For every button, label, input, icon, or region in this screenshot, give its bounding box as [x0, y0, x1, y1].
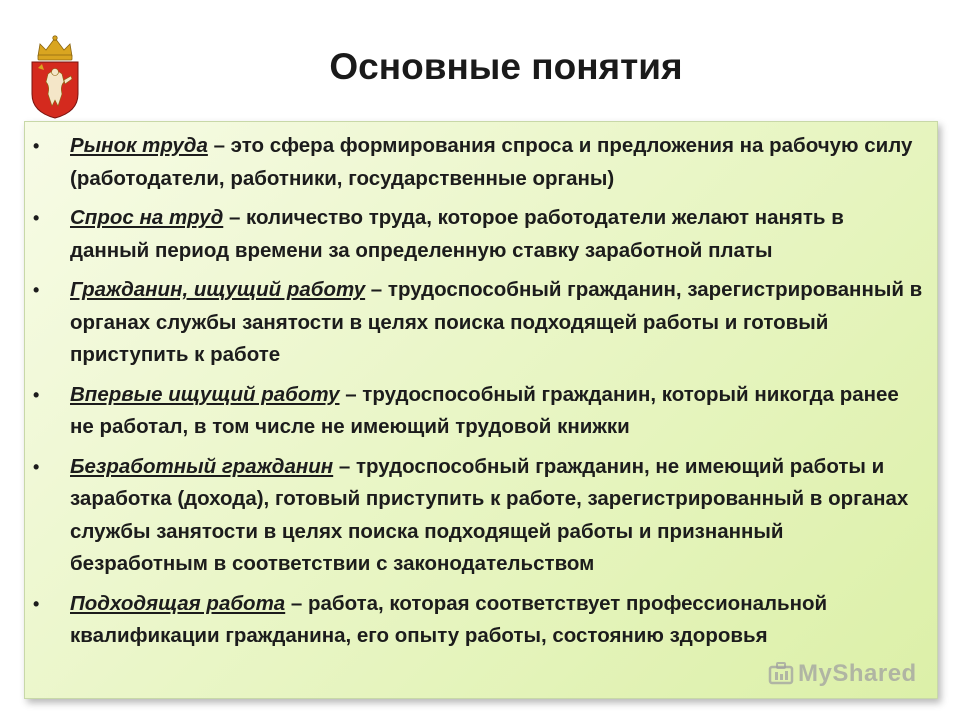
definition-dash: – [365, 278, 388, 301]
definition-text: трудоспособный гражданин, не имеющий работы и заработка (дохода), готовый приступить к работе, зарегистрированный в органах службы занятости в целях поиска подходящей работы и признанный безработным в соответствии с законодательством [70, 454, 909, 575]
definition-item [25, 451, 937, 581]
definition-dash: – [207, 134, 231, 157]
definition-text: трудоспособный гражданин, зарегистрированный в органах службы занятости в целях поиска подходящей работы и готовый приступить к работе [70, 278, 923, 366]
definition-term: Гражданин, ищущий работу [70, 278, 366, 301]
slide-title: Основные понятия [329, 46, 683, 87]
definition-item [25, 274, 937, 372]
definition-term: Спрос на труд [70, 206, 224, 229]
definition-term: Подходящая работа [70, 591, 286, 615]
definition-text: количество труда, которое работодатели желают нанять в данный период времени за определенную ставку заработной платы [70, 206, 844, 262]
definition-term: Впервые ищущий работу [70, 382, 340, 406]
definition-item [25, 202, 937, 267]
definition-dash: – [285, 591, 308, 615]
definition-item [25, 379, 937, 444]
definition-text: работа, которая соответствует профессиональной квалификации гражданина, его опыту работы, состоянию здоровья [70, 591, 828, 647]
definition-dash: – [333, 454, 356, 478]
watermark-icon [768, 661, 794, 687]
bullet-icon: • [33, 136, 40, 156]
definition-text: трудоспособный гражданин, который никогда ранее не работал, в том числе не имеющий трудовой книжки [70, 382, 899, 438]
definitions-list [25, 130, 937, 660]
definitions-box [24, 121, 938, 699]
watermark [768, 660, 917, 688]
bullet-icon: • [33, 593, 40, 614]
definition-dash: – [223, 206, 247, 229]
definition-item [25, 130, 937, 195]
definition-text: это сфера формирования спроса и предложения на рабочую силу (работодатели, работники, государственные органы) [70, 134, 913, 190]
definition-term: Рынок труда [70, 134, 208, 157]
definition-dash: – [339, 382, 363, 406]
watermark-text: MyShared [798, 660, 917, 687]
bullet-icon: • [33, 208, 40, 228]
bullet-icon: • [33, 280, 40, 300]
definition-item [25, 588, 937, 653]
definition-term: Безработный гражданин [70, 454, 334, 478]
bullet-icon: • [33, 456, 40, 477]
bullet-icon: • [33, 384, 40, 405]
